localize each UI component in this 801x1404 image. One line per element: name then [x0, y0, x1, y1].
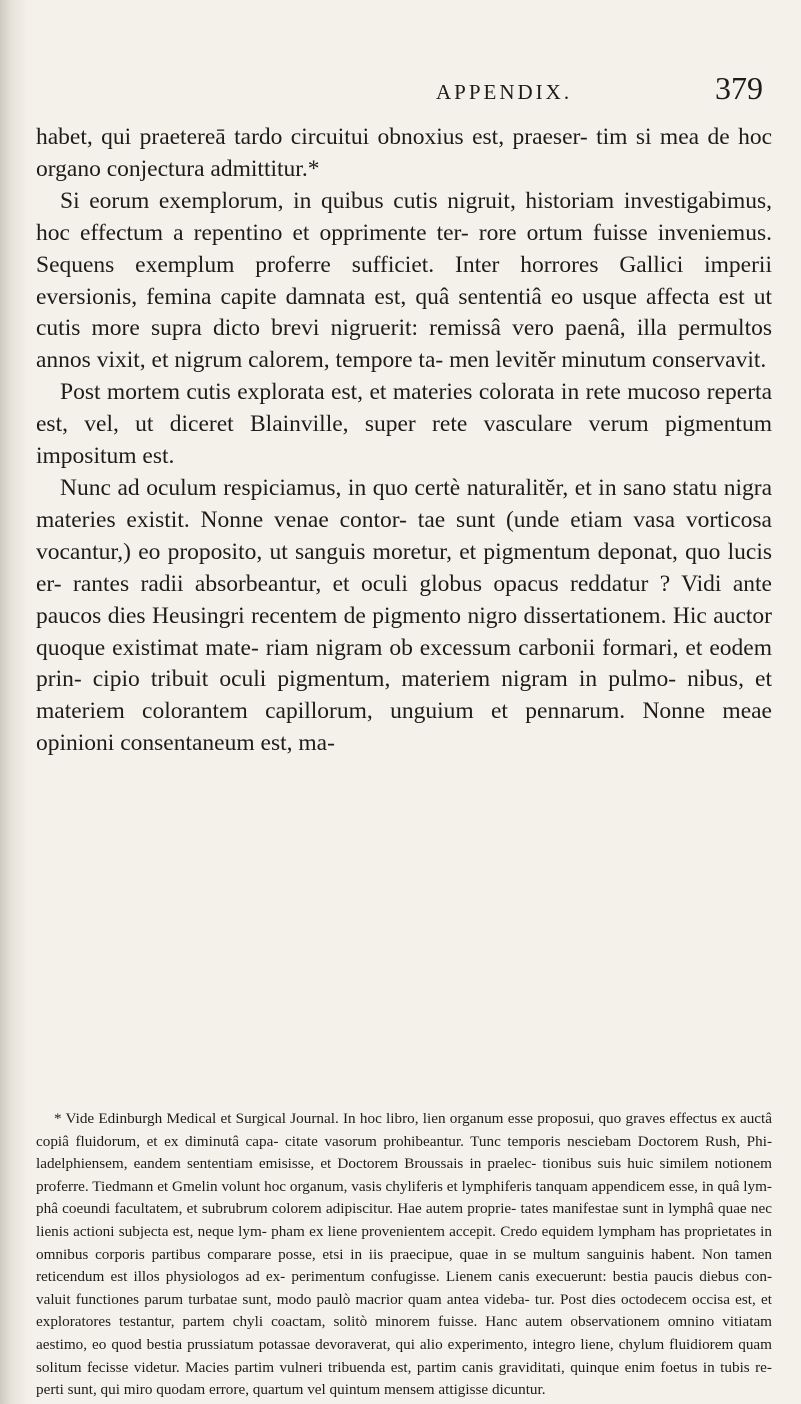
paragraph: Nunc ad oculum respiciamus, in quo certè naturalitĕr, et in sano statu nigra materies existit. Nonne venae contor- tae sunt (unde etiam vasa vorticosa vocantur,) eo proposito, ut sanguis moretur, et pigmentum deponat, quo lucis er- rantes radii absorbeantur, et oculi globus opacus reddatur ? Vidi ante paucos dies Heusingri recentem de pigmento nigro dissertationem. Hic auctor quoque existimat mate- riam nigram ob excessum carbonii formari, et eodem prin- cipio tribuit oculi pigmentum, materiem nigram in pulmo- nibus, et materiem colorantem capillorum, unguium et pennarum. Nonne meae opinioni consentaneum est, ma-: [36, 474, 772, 757]
paragraph: Post mortem cutis explorata est, et materies colorata in rete mucoso reperta est, vel, ut diceret Blainville, super rete vasculare verum pigmentum impositum est.: [36, 379, 772, 470]
footnote: [36, 1108, 772, 1402]
running-head: APPENDIX.: [436, 80, 573, 104]
page-header: [0, 70, 801, 118]
page-gutter-shadow: [0, 0, 28, 1404]
footnote-text: * Vide Edinburgh Medical et Surgical Journal. In hoc libro, lien organum esse proposui, quo graves effectus ex auctâ copiâ fluidorum, et ex diminutâ capa- citate vasorum prohibeantur. Tunc temporis nesciebam Doctorem Rush, Phi- ladelphiensem, eandem sententiam emisisse, et Doctorem Broussais in praelec- tionibus suis huic similem notionem proferre. Tiedmann et Gmelin volunt hoc organum, vasis chyliferis et lymphiferis tanquam appendicem esse, in quâ lym- phâ coeundi facultatem, et subrubrum colorem adipiscitur. Hae autem proprie- tates manifestae sunt in lymphâ quae nec lienis actioni subjecta est, neque lym- pham ex liene provenientem accepit. Credo equidem lympham has proprietates in omnibus corporis partibus comparare posse, etsi in iis praecipue, quae in se multum sanguinis habent. Non tamen reticendum est illos physiologos ad ex- perimentum confugisse. Lienem canis execuerunt: bestia paucis diebus con- valuit functiones parum turbatae sunt, modo paulò macrior quam antea videba- tur. Post dies octodecem occisa est, et exploratores testantur, partem chyli coactam, solitò minorem fuisse. Hanc autem observationem omnino vitiatam aestimo, eo quod bestia prussiatum potassae devoraverat, qui alio experimento, integro liene, chylum fluidiorem quam solitum fecisse videtur. Macies partim vulneri tribuenda est, partim canis graviditati, quinque enim foetus in tubis re- perti sunt, qui miro quodam errore, quartum vel quintum mensem attigisse dicuntur.: [36, 1110, 772, 1399]
main-text: [36, 122, 772, 760]
page-number: 379: [715, 70, 763, 106]
paragraph: habet, qui praetereā tardo circuitui obnoxius est, praeser- tim si mea de hoc organo conjectura admittitur.*: [36, 124, 772, 182]
paragraph: Si eorum exemplorum, in quibus cutis nigruit, historiam investigabimus, hoc effectum a repentino et opprimente ter- rore ortum fuisse inveniemus. Sequens exemplum proferre sufficiet. Inter horrores Gallici imperii eversionis, femina capite damnata est, quâ sententiâ eo usque affecta est ut cutis more supra dicto brevi nigruerit: remissâ vero paenâ, illa permultos annos vixit, et nigrum calorem, tempore ta- men levitĕr minutum conservavit.: [36, 187, 772, 374]
